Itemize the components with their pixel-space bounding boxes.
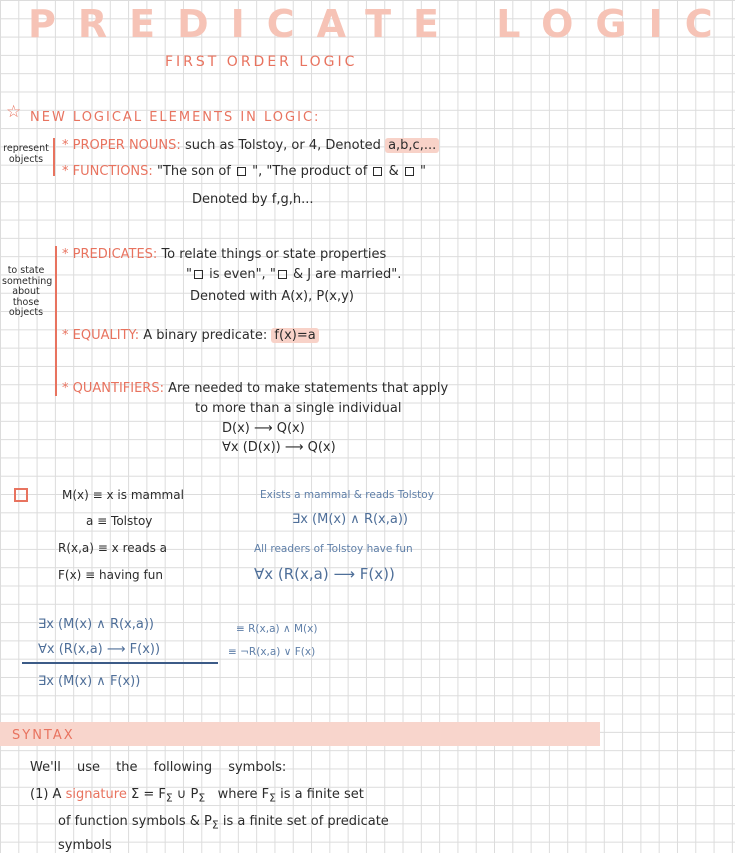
placeholder-box-icon xyxy=(278,270,287,279)
star-icon: ☆ xyxy=(6,102,22,122)
equality-label: * EQUALITY: xyxy=(62,328,140,343)
predicates-ex-1: " xyxy=(186,267,192,282)
quantifiers-label: * QUANTIFIERS: xyxy=(62,381,164,396)
syntax-banner xyxy=(0,722,600,746)
brace-line xyxy=(53,138,55,176)
syntax-l2-h: is a finite set xyxy=(280,787,364,802)
equality-text: A binary predicate: xyxy=(143,328,268,343)
predicates-ex-3: & J are married". xyxy=(292,267,402,282)
syntax-l3-c: is a finite set of predicate xyxy=(222,814,389,829)
quantifiers-text-1: Are needed to make statements that apply xyxy=(168,381,449,396)
syntax-line-4: symbols xyxy=(58,838,112,853)
quantifiers-formula-1: D(x) ⟶ Q(x) xyxy=(222,421,305,436)
syntax-line-3 xyxy=(58,814,389,832)
syntax-title: SYNTAX xyxy=(12,728,75,743)
functions-text-4: " xyxy=(420,164,427,179)
functions-text-1: "The son of xyxy=(156,164,231,179)
syntax-l3-a: of function symbols & P xyxy=(58,814,212,829)
predicates-label: * PREDICATES: xyxy=(62,247,158,262)
proper-nouns-row xyxy=(62,138,439,153)
section-heading: NEW LOGICAL ELEMENTS IN LOGIC: xyxy=(30,110,321,125)
quantifiers-formula-2: ∀x (D(x)) ⟶ Q(x) xyxy=(222,440,336,455)
premise-1-note: ≡ R(x,a) ∧ M(x) xyxy=(236,623,318,635)
quantifiers-row xyxy=(62,381,448,396)
proper-nouns-label: * PROPER NOUNS: xyxy=(62,138,181,153)
functions-denoted: Denoted by f,g,h... xyxy=(192,192,314,207)
syntax-line-1: We'll use the following symbols: xyxy=(30,760,287,775)
def-fun: F(x) ≡ having fun xyxy=(58,568,163,582)
syntax-l3-b: Σ xyxy=(211,818,219,832)
statement-2-text: All readers of Tolstoy have fun xyxy=(254,543,413,555)
inference-bar xyxy=(22,662,218,664)
functions-row xyxy=(62,164,426,179)
def-mammal: M(x) ≡ x is mammal xyxy=(62,488,184,502)
def-reads: R(x,a) ≡ x reads a xyxy=(58,541,168,555)
premise-2-note: ≡ ¬R(x,a) ∨ F(x) xyxy=(228,646,316,658)
page-subtitle: FIRST ORDER LOGIC xyxy=(165,54,358,70)
syntax-l2-b: Σ = F xyxy=(130,787,166,802)
equality-highlight: f(x)=a xyxy=(271,328,318,343)
syntax-signature: signature xyxy=(65,787,127,802)
placeholder-box-icon xyxy=(237,167,246,176)
side-note-state: to state something about those objects xyxy=(2,265,53,318)
premise-2: ∀x (R(x,a) ⟶ F(x)) xyxy=(38,642,161,657)
predicates-denoted: Denoted with A(x), P(x,y) xyxy=(190,289,354,304)
proper-nouns-highlight: a,b,c,... xyxy=(385,138,439,153)
statement-1-text: Exists a mammal & reads Tolstoy xyxy=(260,489,434,501)
predicates-examples xyxy=(186,267,401,282)
functions-text-3: & xyxy=(388,164,399,179)
placeholder-box-icon xyxy=(405,167,414,176)
statement-1-formula: ∃x (M(x) ∧ R(x,a)) xyxy=(292,512,408,527)
side-note-represent: represent objects xyxy=(3,143,49,165)
premise-1: ∃x (M(x) ∧ R(x,a)) xyxy=(38,617,154,632)
conclusion: ∃x (M(x) ∧ F(x)) xyxy=(38,674,141,689)
page-title: PREDICATE LOGIC xyxy=(28,2,735,46)
def-tolstoy: a ≡ Tolstoy xyxy=(86,514,153,528)
predicates-text: To relate things or state properties xyxy=(161,247,387,262)
syntax-l2-c: Σ xyxy=(165,791,173,805)
placeholder-box-icon xyxy=(373,167,382,176)
equality-row xyxy=(62,328,319,343)
functions-label: * FUNCTIONS: xyxy=(62,164,153,179)
predicates-ex-2: is even", " xyxy=(209,267,276,282)
statement-2-formula: ∀x (R(x,a) ⟶ F(x)) xyxy=(254,565,395,583)
syntax-l2-e: Σ xyxy=(198,791,206,805)
brace-line-2 xyxy=(55,246,57,396)
syntax-line-2 xyxy=(30,787,364,805)
checkbox-icon xyxy=(14,488,28,502)
syntax-l2-a: (1) A xyxy=(30,787,62,802)
proper-nouns-text: such as Tolstoy, or 4, Denoted xyxy=(184,138,381,153)
syntax-l2-d: ∪ P xyxy=(176,787,199,802)
predicates-row xyxy=(62,247,386,262)
syntax-l2-g: Σ xyxy=(269,791,276,805)
syntax-l2-f: where F xyxy=(217,787,270,802)
functions-text-2: ", "The product of xyxy=(252,164,368,179)
placeholder-box-icon xyxy=(194,270,203,279)
quantifiers-text-2: to more than a single individual xyxy=(195,401,402,416)
